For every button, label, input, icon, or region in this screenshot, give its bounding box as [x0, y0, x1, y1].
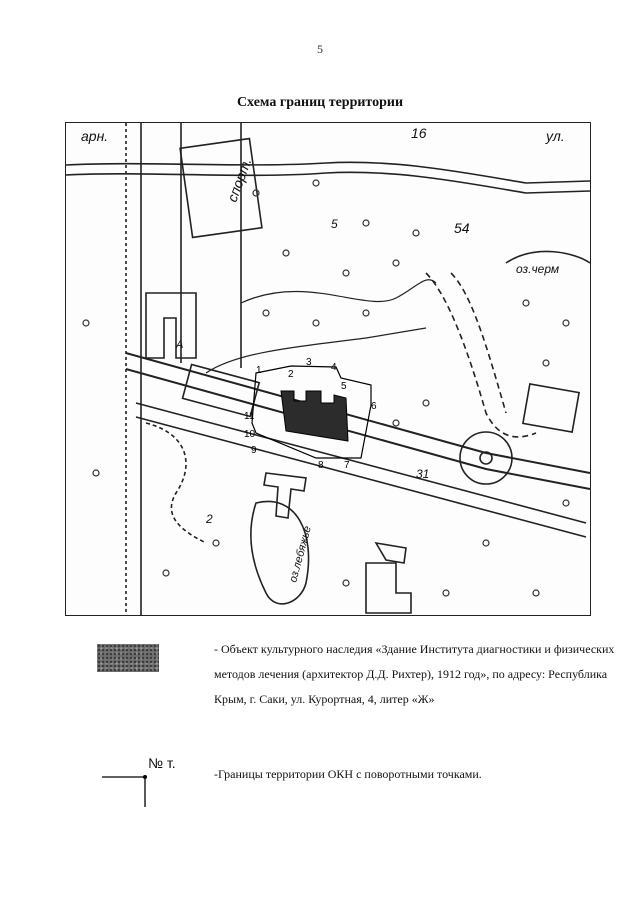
boundary-point-label: 6 [371, 401, 377, 412]
building [376, 543, 406, 563]
legend-heritage-text: - Объект культурного наследия «Здание Института диагностики и физических методов лечения (архитектор Д.Д. Рихтер), 1912 год», по адресу: Республика Крым, г. Саки, ул. Курортная, 4, литер «Ж» [214, 642, 615, 706]
boundary-point-label: 11 [244, 411, 255, 422]
building [264, 473, 306, 518]
road-line [126, 353, 590, 473]
heritage-object [281, 391, 348, 441]
boundary-point-label: 5 [341, 381, 347, 392]
map-label-lake-lebyazhye: оз.лебяжье [287, 524, 314, 584]
road-line [66, 172, 590, 193]
map-label-lake-cherm: оз.черм [516, 262, 560, 276]
boundary-point-label: 7 [344, 460, 350, 471]
boundary-point-label: 10 [244, 429, 256, 440]
tree-markers [83, 180, 569, 596]
legend-heritage-swatch [97, 644, 159, 672]
park-path [451, 273, 506, 413]
map-drawing [66, 123, 590, 615]
map-label-31: 31 [416, 467, 430, 481]
path-dashed [146, 423, 206, 543]
roundabout [460, 432, 512, 484]
boundary-point-label: 4 [331, 362, 337, 373]
road-line [126, 369, 590, 489]
building [146, 293, 196, 358]
map-label-16: 16 [411, 125, 427, 141]
boundary-point-label: 1 [256, 365, 262, 376]
boundary-point-label: 3 [306, 357, 312, 368]
page-title: Схема границ территории [236, 95, 404, 110]
boundary-point-label: 9 [251, 445, 257, 456]
map-label-sport: спорт. [223, 155, 255, 205]
legend-boundary-text: -Границы территории ОКН с поворотными точками. [214, 767, 482, 781]
road-line [136, 403, 586, 523]
map-label-a: А [176, 339, 184, 351]
map-label-street: арн. [81, 128, 109, 144]
legend-point-label: № т. [148, 755, 176, 771]
boundary-point-label: 8 [318, 460, 324, 471]
map-label-54: 54 [454, 220, 470, 236]
map-label-5: 5 [331, 217, 338, 231]
territory-map [65, 122, 591, 616]
page-number: 5 [317, 42, 323, 56]
building [523, 384, 579, 432]
park-path [241, 280, 436, 303]
map-label-street-ul: ул. [546, 128, 565, 144]
park-path [426, 273, 536, 437]
building [366, 563, 411, 613]
map-label-2: 2 [206, 512, 213, 526]
boundary-point-label: 2 [288, 369, 294, 380]
building-sport [180, 139, 262, 238]
